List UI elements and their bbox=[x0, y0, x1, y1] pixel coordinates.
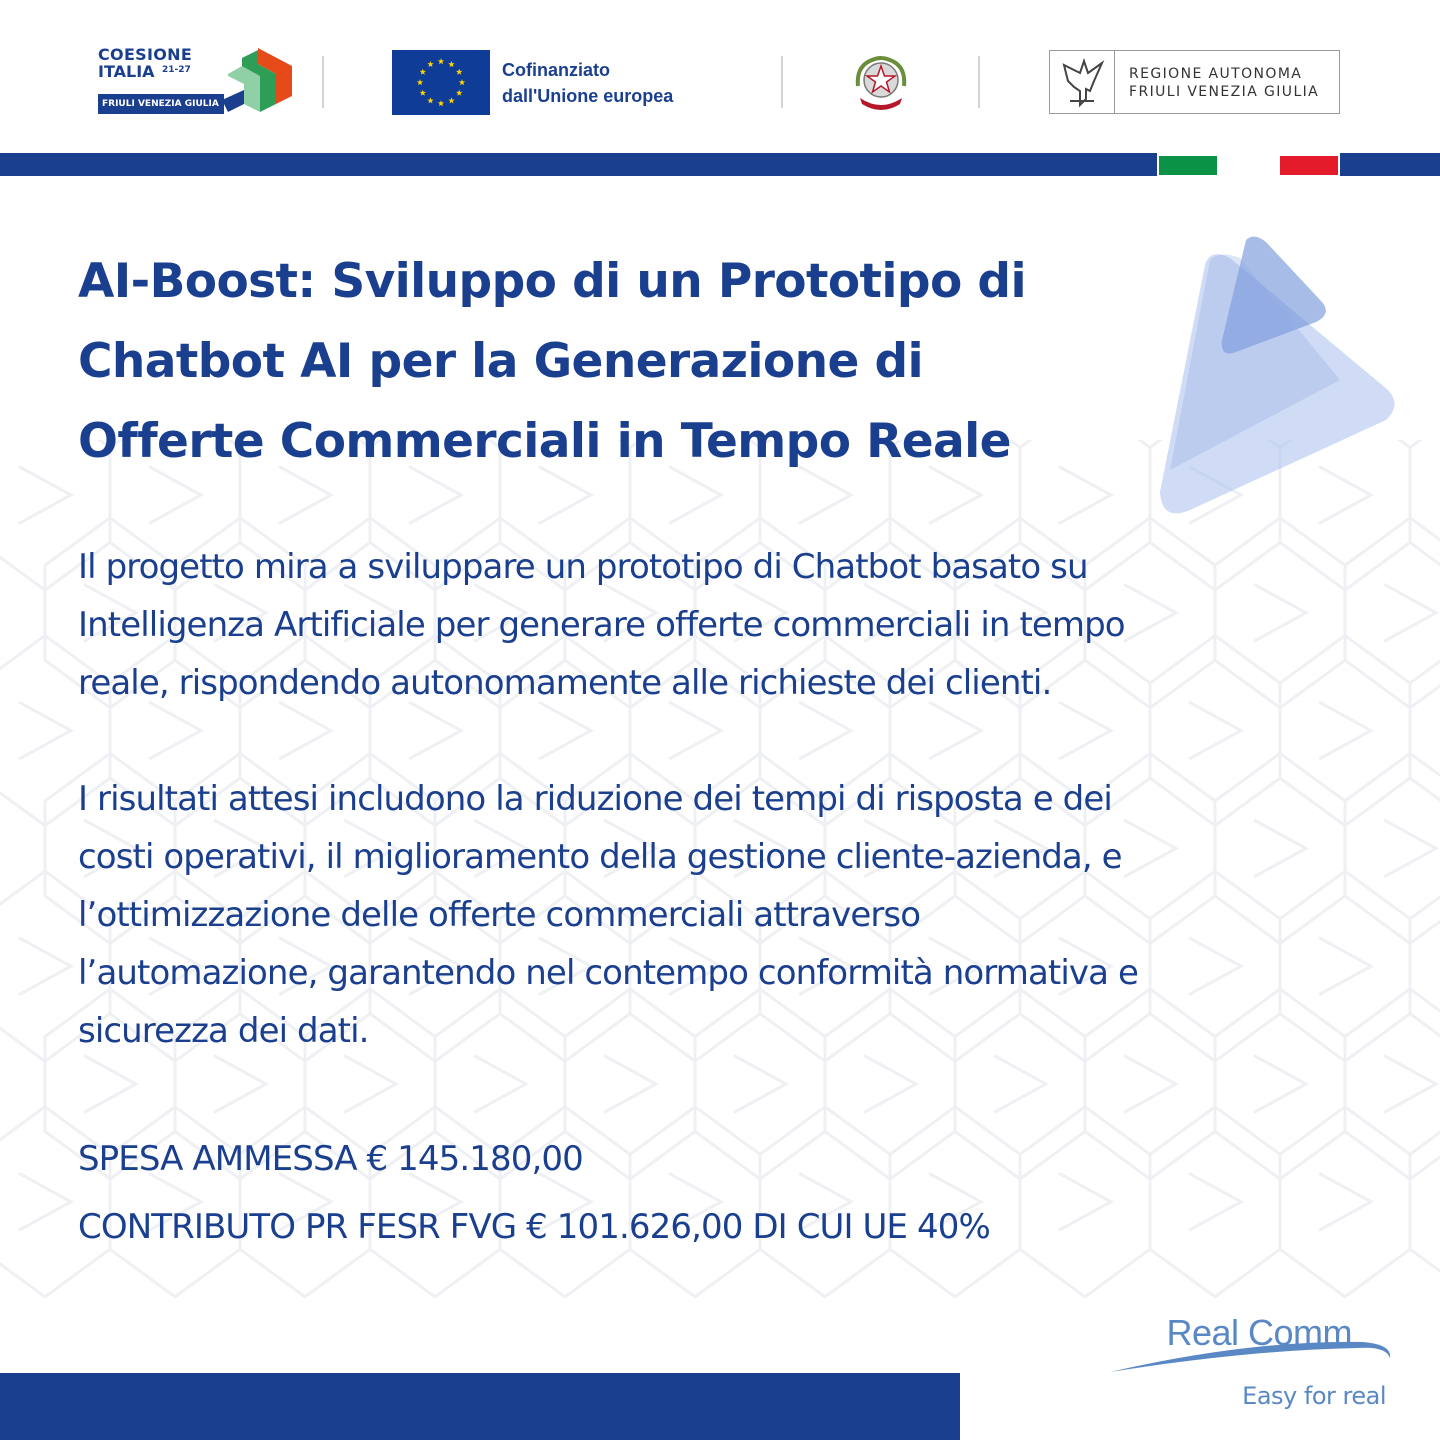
brand-name: Real Comm bbox=[1166, 1312, 1352, 1353]
paragraph-line: costi operativi, il miglioramento della gestione cliente-azienda, e bbox=[78, 837, 1122, 877]
spesa-ammessa: SPESA AMMESSA € 145.180,00 bbox=[78, 1139, 583, 1179]
region-line1: REGIONE AUTONOMA bbox=[1129, 66, 1303, 82]
contributo: CONTRIBUTO PR FESR FVG € 101.626,00 DI CUI UE 40% bbox=[78, 1207, 990, 1247]
paragraph-line: Il progetto mira a sviluppare un prototipo di Chatbot basato su bbox=[78, 547, 1088, 587]
divider bbox=[781, 56, 783, 108]
coesione-italia-logo bbox=[98, 46, 298, 118]
expected-results bbox=[78, 770, 1378, 1060]
paragraph-line: reale, rispondendo autonomamente alle richieste dei clienti. bbox=[78, 663, 1052, 703]
coesione-line1: COESIONE bbox=[98, 45, 193, 64]
coesione-region: FRIULI VENEZIA GIULIA bbox=[98, 94, 224, 114]
project-description bbox=[78, 538, 1378, 712]
footer-blue-bar bbox=[0, 1373, 960, 1440]
decorative-triangles bbox=[1150, 230, 1410, 530]
region-name bbox=[1129, 65, 1319, 101]
title-line: Offerte Commerciali in Tempo Reale bbox=[78, 414, 1011, 469]
coesione-line2: ITALIA bbox=[98, 62, 155, 81]
paragraph-line: Intelligenza Artificiale per generare offerte commerciali in tempo bbox=[78, 605, 1125, 645]
regione-fvg-logo bbox=[1049, 50, 1340, 114]
paragraph-line: I risultati attesi includono la riduzione dei tempi di risposta e dei bbox=[78, 779, 1112, 819]
coesione-years: 21-27 bbox=[162, 65, 191, 75]
flag-red-band bbox=[1280, 156, 1338, 175]
page-title bbox=[78, 242, 1138, 482]
eu-line2: dall'Unione europea bbox=[502, 86, 674, 106]
flag-green-band bbox=[1159, 156, 1217, 175]
title-line: Chatbot AI per la Generazione di bbox=[78, 334, 924, 389]
eagle-icon bbox=[1050, 51, 1115, 113]
title-line: AI-Boost: Sviluppo di un Prototipo di bbox=[78, 254, 1026, 309]
eu-cofinanced-label bbox=[502, 57, 673, 109]
region-line2: FRIULI VENEZIA GIULIA bbox=[1129, 84, 1320, 100]
divider bbox=[978, 56, 980, 108]
eu-line1: Cofinanziato bbox=[502, 60, 610, 80]
italian-republic-emblem-icon bbox=[850, 52, 912, 114]
flag-white-band bbox=[1219, 156, 1278, 175]
brand-tagline: Easy for real bbox=[1242, 1382, 1386, 1410]
paragraph-line: l’automazione, garantendo nel contempo conformità normativa e bbox=[78, 953, 1138, 993]
paragraph-line: sicurezza dei dati. bbox=[78, 1011, 369, 1051]
italian-flag-strip bbox=[1157, 153, 1340, 176]
logo-bar bbox=[0, 0, 1440, 150]
divider bbox=[322, 56, 324, 108]
coesione-cube-icon bbox=[220, 46, 296, 116]
eu-flag-icon bbox=[392, 50, 490, 115]
realcomm-logo bbox=[1100, 1310, 1400, 1420]
paragraph-line: l’ottimizzazione delle offerte commerciali attraverso bbox=[78, 895, 921, 935]
